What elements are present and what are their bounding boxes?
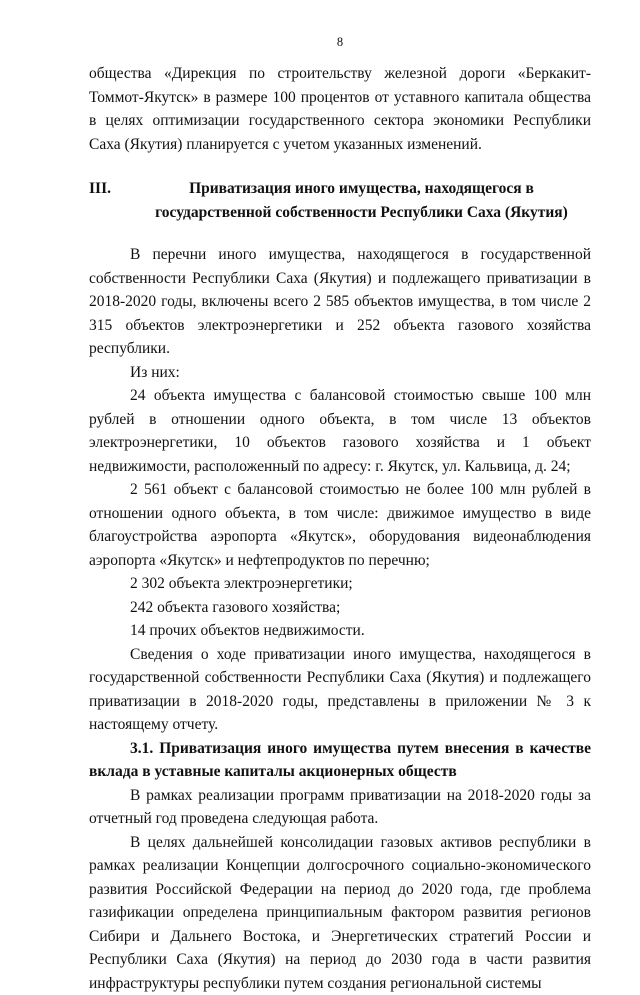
paragraph-2561-objects: 2 561 объект с балансовой стоимостью не более 100 млн рублей в отношении одного объекта, в том числе: движимое имущество в виде благоустройства аэропорта «Якутск», оборудования видеонаблюдения аэропорта «Якутск» и нефтепродуктов по перечню; [89,478,591,572]
paragraph-list-intro: В перечни иного имущества, находящегося в государственной собственности Республики Саха (Якутия) и подлежащего приватизации в 2018-2020 годы, включены всего 2 585 объектов имущества, в том числе 2 315 объектов электроэнергетики и 252 объекта газового хозяйства республики. [89,243,591,361]
paragraph-gas-objects: 242 объекта газового хозяйства; [89,596,591,620]
paragraph-appendix-reference: Сведения о ходе приватизации иного имущества, находящегося в государственной собственности Республики Саха (Якутия) и подлежащего приватизации в 2018-2020 годы, представлены в приложении № 3 к настоящему отчету. [89,643,591,737]
section-title: Приватизация иного имущества, находящегося в государственной собственности Республики Саха (Якутия) [132,177,591,224]
subsection-paragraph-work: В рамках реализации программ приватизации на 2018-2020 годы за отчетный год проведена следующая работа. [89,784,591,831]
paragraph-other-objects: 14 прочих объектов недвижимости. [89,619,591,643]
paragraph-24-objects: 24 объекта имущества с балансовой стоимостью свыше 100 млн рублей в отношении одного объекта, в том числе 13 объектов электроэнергетики, 10 объектов газового хозяйства и 1 объект недвижимости, расположенный по адресу: г. Якутск, ул. Кальвица, д. 24; [89,384,591,478]
subsection-heading: 3.1. Приватизация иного имущества путем внесения в качестве вклада в уставные капиталы акционерных обществ [89,737,591,784]
page-number: 8 [89,34,591,50]
subsection-paragraph-gas-consolidation: В целях дальнейшей консолидации газовых активов республики в рамках реализации Концепции долгосрочного социально-экономического развития Российской Федерации на период до 2020 года, где проблема газификации определена принципиальным фактором развития регионов Сибири и Дальнего Востока, и Энергетических стратегий России и Республики Саха (Якутия) на период до 2030 года в части развития инфраструктуры республики путем создания региональной системы [89,831,591,995]
section-number: III. [89,177,132,224]
paragraph-of-them: Из них: [89,361,591,385]
paragraph-electric-objects: 2 302 объекта электроэнергетики; [89,572,591,596]
section-heading [89,177,591,224]
intro-paragraph: общества «Дирекция по строительству железной дороги «Беркакит-Томмот-Якутск» в размере 100 процентов от уставного капитала общества в целях оптимизации государственного сектора экономики Республики Саха (Якутия) планируется с учетом указанных изменений. [89,62,591,156]
